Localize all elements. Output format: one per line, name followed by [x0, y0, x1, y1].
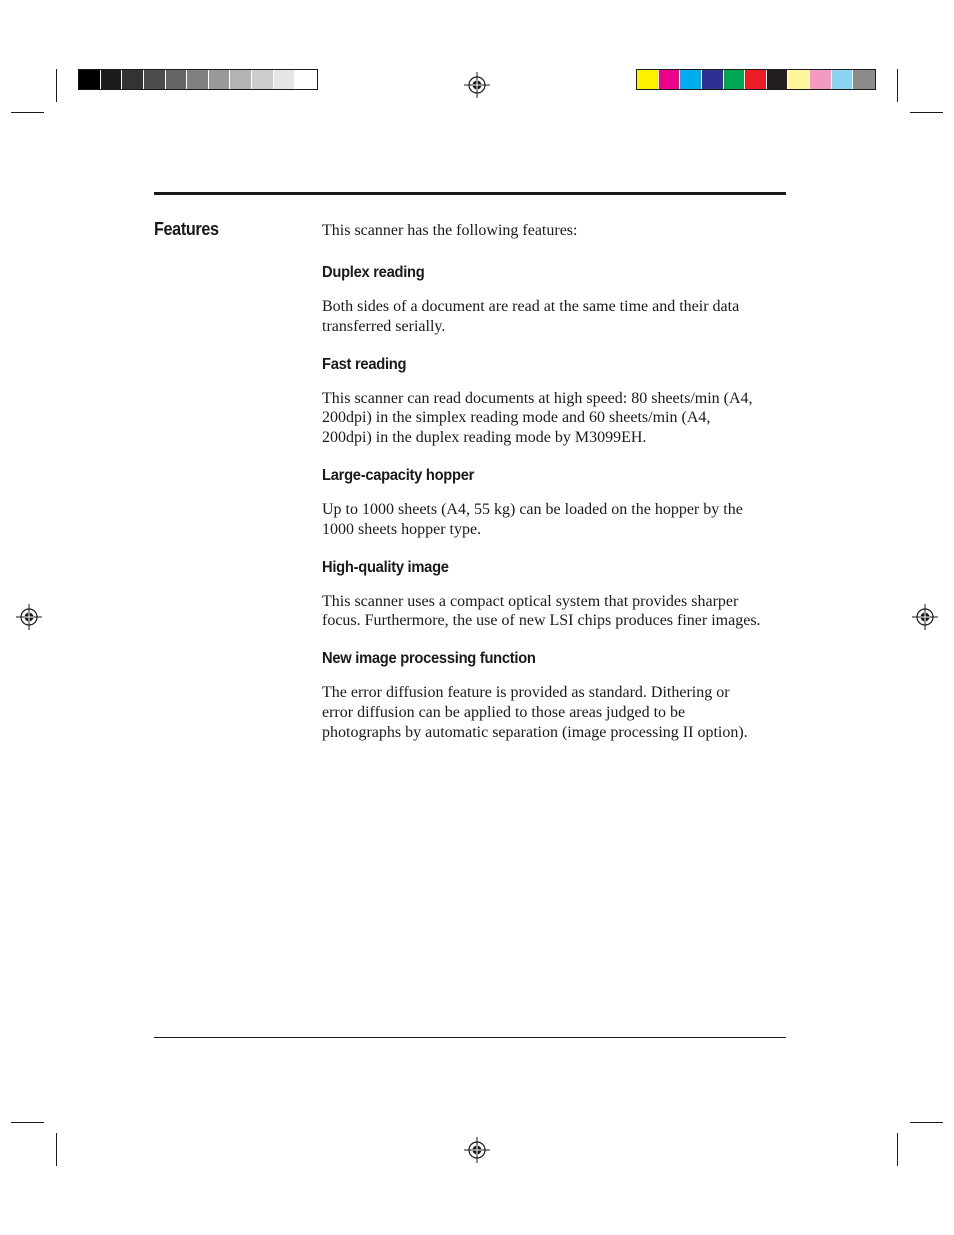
color-swatch [637, 70, 659, 89]
feature-description-line: The error diffusion feature is provided as standard. Dithering or [322, 684, 730, 702]
color-swatch [122, 70, 144, 89]
color-calibration-bar [636, 69, 876, 90]
feature-description [322, 500, 792, 540]
feature-description-line: Both sides of a document are read at the same time and their data [322, 298, 740, 315]
registration-mark-icon [912, 604, 938, 630]
color-swatch [252, 70, 274, 89]
crop-mark [910, 1122, 943, 1123]
color-swatch [79, 70, 101, 89]
color-swatch [853, 70, 875, 89]
crop-mark [11, 112, 44, 113]
color-swatch [788, 70, 810, 89]
section-body [322, 221, 792, 743]
crop-mark [897, 1133, 898, 1166]
feature-heading: High-quality image [322, 558, 449, 576]
color-swatch [767, 70, 789, 89]
grayscale-calibration-bar [78, 69, 318, 90]
feature-description-line: 200dpi) in the duplex reading mode by M3099EH. [322, 429, 647, 447]
feature-list [322, 264, 792, 743]
crop-mark [11, 1122, 44, 1123]
feature-description [322, 683, 792, 742]
color-swatch [810, 70, 832, 89]
feature-description-line: photographs by automatic separation (image processing II option). [322, 723, 748, 741]
feature-item [322, 559, 792, 632]
color-swatch [659, 70, 681, 89]
registration-mark-icon [16, 604, 42, 630]
section-intro: This scanner has the following features: [322, 222, 578, 239]
footer-rule [154, 1037, 786, 1038]
crop-mark [56, 69, 57, 102]
color-swatch [295, 70, 317, 89]
feature-description-line: transferred serially. [322, 317, 446, 335]
feature-description-line: 1000 sheets hopper type. [322, 520, 482, 538]
feature-item [322, 264, 792, 337]
feature-description [322, 389, 792, 448]
feature-heading: Duplex reading [322, 264, 425, 281]
feature-heading: Large-capacity hopper [322, 466, 475, 484]
feature-description [322, 297, 792, 337]
color-swatch [209, 70, 231, 89]
section-title: Features [154, 219, 219, 239]
color-swatch [187, 70, 209, 89]
feature-description-line: focus. Furthermore, the use of new LSI chips produces finer images. [322, 612, 761, 630]
color-swatch [745, 70, 767, 89]
crop-mark [910, 112, 943, 113]
color-swatch [832, 70, 854, 89]
feature-description-line: This scanner can read documents at high speed: 80 sheets/min (A4, [322, 389, 753, 407]
crop-mark [897, 69, 898, 102]
feature-item [322, 356, 792, 448]
feature-heading: New image processing function [322, 650, 536, 668]
color-swatch [724, 70, 746, 89]
feature-description-line: 200dpi) in the simplex reading mode and 60 sheets/min (A4, [322, 409, 711, 427]
registration-mark-icon [464, 72, 490, 98]
registration-mark-icon [464, 1137, 490, 1163]
feature-heading: Fast reading [322, 355, 407, 373]
header-rule [154, 192, 786, 195]
crop-mark [56, 1133, 57, 1166]
color-swatch [230, 70, 252, 89]
color-swatch [101, 70, 123, 89]
feature-description-line: This scanner uses a compact optical system that provides sharper [322, 592, 739, 610]
color-swatch [144, 70, 166, 89]
color-swatch [166, 70, 188, 89]
color-swatch [702, 70, 724, 89]
feature-item [322, 467, 792, 540]
color-swatch [274, 70, 296, 89]
feature-item [322, 650, 792, 742]
feature-description-line: Up to 1000 sheets (A4, 55 kg) can be loaded on the hopper by the [322, 500, 743, 518]
feature-description [322, 592, 792, 632]
color-swatch [680, 70, 702, 89]
feature-description-line: error diffusion can be applied to those areas judged to be [322, 703, 686, 721]
